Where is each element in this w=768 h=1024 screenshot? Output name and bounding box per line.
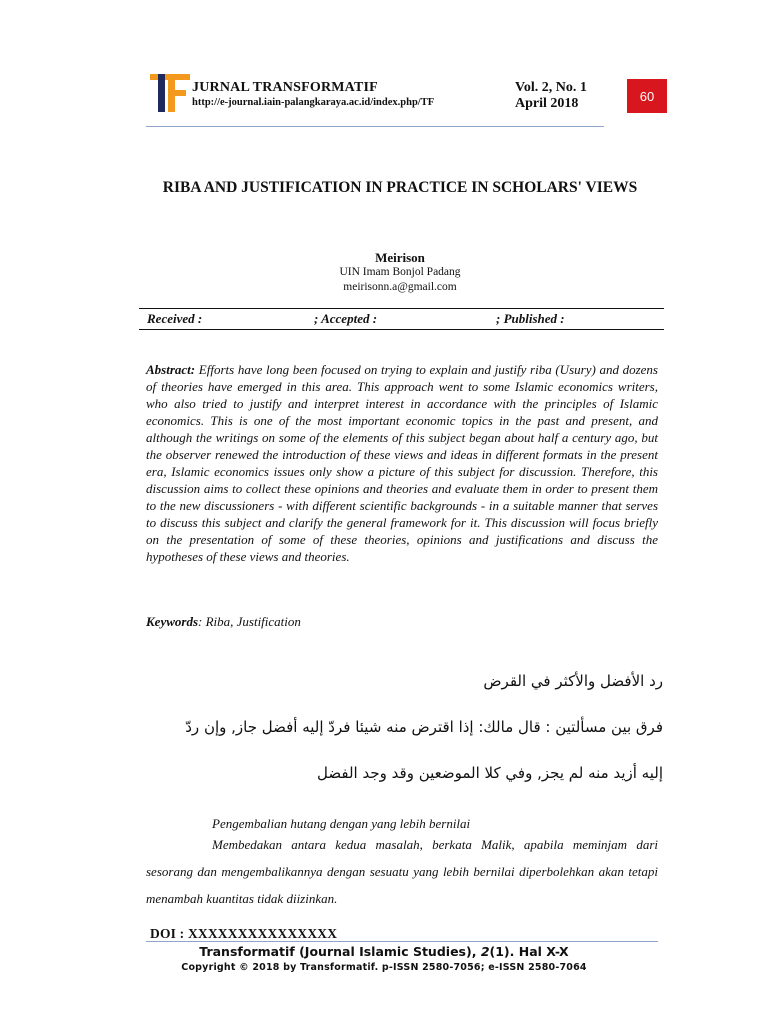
- arabic-text-line-1: فرق بين مسألتين : قال مالك: إذا اقترض منه شيئا فردّ إليه أفضل جاز, وإن ردّ: [185, 718, 663, 736]
- volume-number: Vol. 2, No. 1: [515, 80, 587, 95]
- submission-dates: [139, 308, 664, 330]
- author-email: meirisonn.a@gmail.com: [343, 281, 457, 293]
- keywords-label: Keywords: [146, 614, 198, 629]
- arabic-heading: رد الأفضل والأكثر في القرض: [483, 672, 663, 690]
- footer-divider: [146, 941, 658, 942]
- header-divider: [146, 126, 604, 127]
- footer-journal-volume: 2: [480, 944, 490, 959]
- received-label: Received :: [147, 311, 203, 326]
- arabic-text-line-2: إليه أزيد منه لم يجز, وفي كلا الموضعين وقد وجد الفضل: [317, 764, 663, 782]
- footer-journal-prefix: Transformatif (Journal Islamic Studies),: [199, 944, 477, 959]
- keywords: [146, 614, 301, 630]
- footer-journal-citation: [100, 944, 668, 959]
- keywords-text: : Riba, Justification: [198, 614, 301, 629]
- article-title: RIBA AND JUSTIFICATION IN PRACTICE IN SCHOLARS' VIEWS: [162, 179, 638, 196]
- author-name: Meirison: [375, 250, 425, 265]
- published-label: ; Published :: [496, 311, 565, 326]
- journal-name: JURNAL TRANSFORMATIF: [192, 80, 378, 95]
- abstract-text: Efforts have long been focused on trying to explain and justify riba (Usury) and dozens of theories have emerged in this area. This approach went to some Islamic economics writers, who also tried to justify and interpret interest in accordance with the principles of Islamic economics. This is one of the most important economic topics in the past and present, and although the writings on some of the elements of this subject began about half a century ago, but the observer renewed the introduction of these views and ideas in different formats in the present era, Islamic economics issues only show a picture of this subject for discussion. Therefore, this discussion aims to collect these opinions and theories and evaluate them in order to present them to the new discussioners - with different scientific backgrounds - in a suitable manner that serves to discuss this subject and clarify the general framework for it. This discussion will focus briefly on the presentation of some of these theories, opinions and justifications and discuss the hypotheses of these views and theories.: [146, 362, 658, 564]
- body-subheading: Pengembalian hutang dengan yang lebih bernilai: [212, 816, 471, 831]
- abstract: [146, 361, 658, 565]
- copyright-notice: Copyright © 2018 by Transformatif. p-ISSN 2580-7056; e-ISSN 2580-7064: [181, 962, 587, 973]
- abstract-label: Abstract:: [146, 362, 196, 377]
- journal-url[interactable]: http://e-journal.iain-palangkaraya.ac.id/index.php/TF: [192, 97, 435, 108]
- journal-logo: [150, 72, 190, 114]
- author-affiliation: UIN Imam Bonjol Padang: [339, 266, 461, 278]
- accepted-label: ; Accepted :: [314, 311, 378, 326]
- doi: DOI : XXXXXXXXXXXXXXX: [150, 926, 338, 941]
- page-number-badge: 60: [627, 79, 667, 113]
- footer-journal-suffix: (1). Hal X-X: [489, 944, 569, 959]
- issue-date: April 2018: [515, 96, 579, 111]
- body-paragraph: Membedakan antara kedua masalah, berkata Malik, apabila meminjam dari sesorang dan mengembalikannya dengan sesuatu yang lebih bernilai diperbolehkan akan tetapi menambah kuantitas tidak diizinkan.: [146, 837, 658, 906]
